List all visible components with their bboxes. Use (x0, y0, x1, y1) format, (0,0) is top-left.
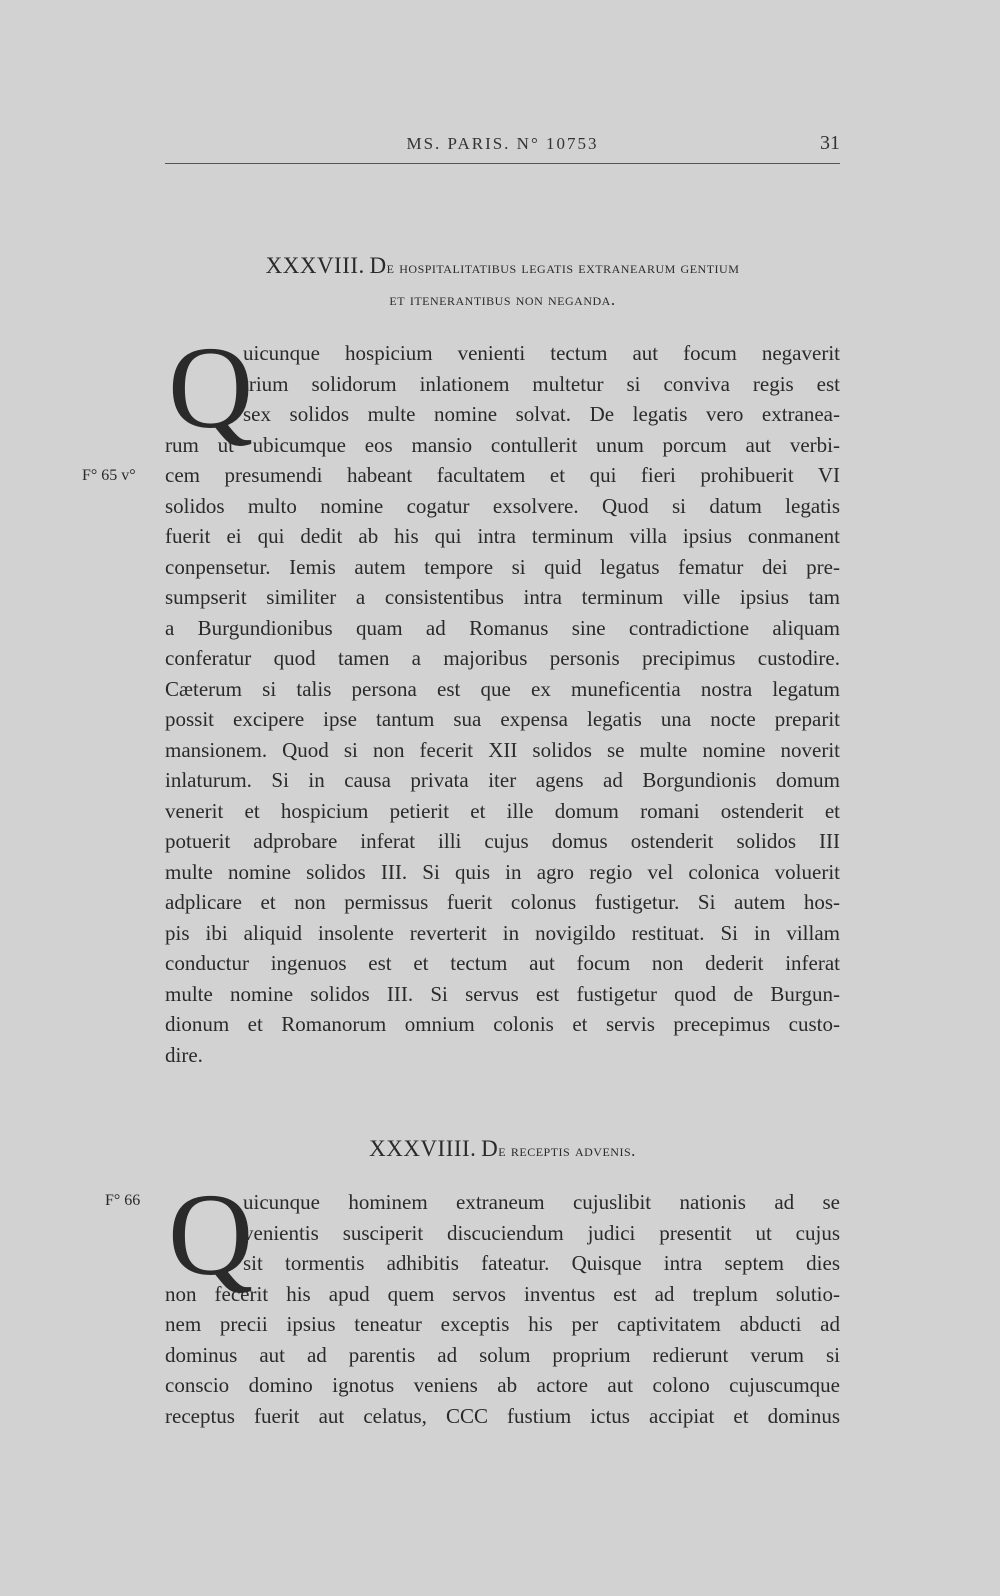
running-header (165, 130, 840, 160)
text-line: cem presumendi habeant facultatem et qui fieri prohibuerit VI (165, 463, 840, 487)
text-line: non fecerit his apud quem servos inventus est ad treplum solutio- (165, 1281, 840, 1306)
text-line: sex solidos multe nomine solvat. De legatis vero extranea- (243, 402, 840, 426)
text-line: fuerit ei qui dedit ab his qui intra terminum villa ipsius conmanent (165, 524, 840, 548)
section-38-heading (165, 250, 840, 316)
text-line: a Burgundionibus quam ad Romanus sine contradictione aliquam (165, 615, 840, 640)
text-line: multe nomine solidos III. Si quis in agro regio vel colonica voluerit (165, 859, 840, 884)
text-line: uicunque hospicium venienti tectum aut focum negaverit (243, 341, 840, 365)
text-line: uicunque hominem extraneum cujuslibit nationis ad se (243, 1190, 840, 1214)
text-line: inlaturum. Si in causa privata iter agens ad Borgundionis domum (165, 768, 840, 792)
text-line: adplicare et non permissus fuerit colonus fustigetur. Si autem hos- (165, 890, 840, 914)
section-38-heading-line1 (165, 250, 840, 284)
section-38-title-cap: D (369, 253, 387, 278)
text-line: venientis susciperit discuciendum judici presentit ut cujus (243, 1220, 840, 1245)
text-line: receptus fuerit aut celatus, CCC fustium ictus accipiat et dominus (165, 1403, 840, 1428)
text-line: conductur ingenuos est et tectum aut focum non dederit inferat (165, 951, 840, 975)
text-line: solidos multo nomine cogatur exsolvere. Quod si datum legatis (165, 493, 840, 518)
text-line: rum ut ubicumque eos mansio contullerit unum porcum aut verbi- (165, 432, 840, 457)
text-line: possit excipere ipse tantum sua expensa legatis una nocte preparit (165, 707, 840, 731)
text-line: dominus aut ad parentis ad solum proprium redierunt verum si (165, 1342, 840, 1367)
text-line: pis ibi aliquid insolente reverterit in novigildo restituat. Si in villam (165, 920, 840, 945)
section-38-dropcap: Q (168, 322, 254, 453)
page-number: 31 (820, 132, 840, 154)
section-39-heading-line1 (165, 1133, 840, 1167)
text-line: trium solidorum inlationem multetur si conviva regis est (243, 371, 840, 396)
text-line: Cæterum si talis persona est que ex muneficentia nostra legatum (165, 676, 840, 701)
text-line: nem precii ipsius teneatur exceptis his per captivitatem abducti ad (165, 1312, 840, 1336)
text-line: dionum et Romanorum omnium colonis et servis precepimus custo- (165, 1012, 840, 1036)
section-38-body (165, 322, 840, 1070)
section-38-folio-note: F° 65 v° (82, 467, 136, 484)
section-38-heading-line2: et itenerantibus non neganda. (389, 290, 616, 309)
section-39-title-cap: D (481, 1136, 499, 1161)
section-39-folio-note: F° 66 (105, 1192, 141, 1209)
text-line: potuerit adprobare inferat illi cujus domus ostenderit solidos III (165, 829, 840, 853)
text-line: sumpserit similiter a consistentibus intra terminum ville ipsius tam (165, 585, 840, 609)
text-line: mansionem. Quod si non fecerit XII solidos se multe nomine noverit (165, 737, 840, 762)
header-rule (165, 163, 840, 164)
text-line: multe nomine solidos III. Si servus est fustigetur quod de Burgun- (165, 981, 840, 1006)
text-line: conferatur quod tamen a majoribus personis precipimus custodire. (165, 646, 840, 670)
section-39-title-rest: e receptis advenis. (498, 1141, 636, 1160)
text-line: sit tormentis adhibitis fateatur. Quisque intra septem dies (243, 1251, 840, 1275)
text-line: conpensetur. Iemis autem tempore si quid legatus fematur dei pre- (165, 554, 840, 579)
text-line: conscio domino ignotus veniens ab actore aut colono cujuscumque (165, 1373, 840, 1397)
section-39-dropcap: Q (168, 1169, 254, 1300)
running-title: MS. PARIS. N° 10753 (406, 134, 599, 153)
section-39-body (165, 1169, 840, 1431)
text-line: venerit et hospicium petierit et ille domum romani ostenderit et (165, 798, 840, 823)
section-39-heading (165, 1133, 840, 1167)
section-38-title-rest: e hospitalitatibus legatis extranearum gentium (386, 258, 740, 277)
section-39-numeral: XXXVIIII. (369, 1136, 477, 1161)
text-line: dire. (165, 1042, 203, 1067)
section-38-numeral: XXXVIII. (265, 253, 365, 278)
